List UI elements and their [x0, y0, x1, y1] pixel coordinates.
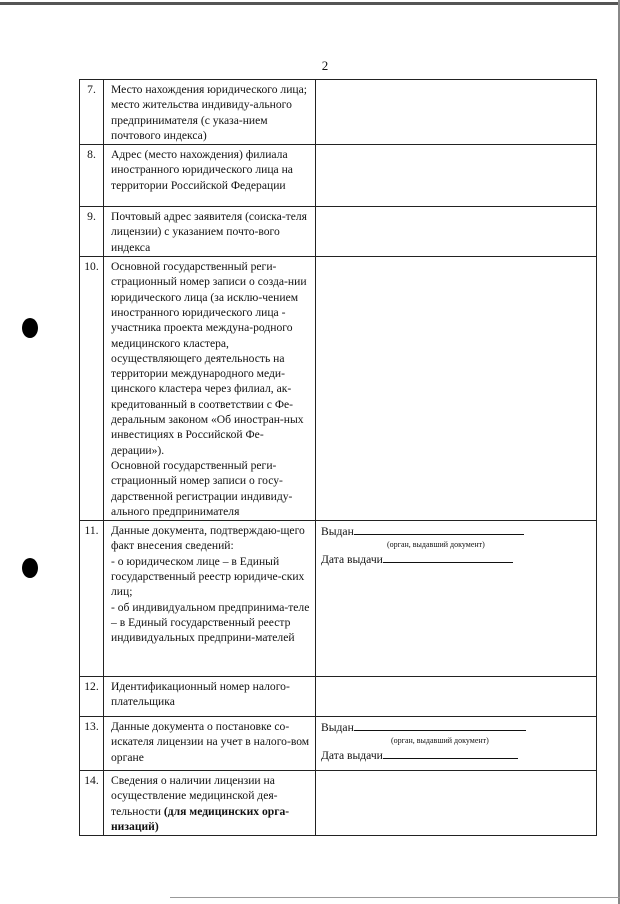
table-row [80, 257, 597, 521]
issued-by-field[interactable] [321, 719, 592, 735]
table-row [80, 717, 597, 771]
issued-by-field[interactable] [321, 523, 592, 539]
issued-by-label: Выдан [321, 525, 354, 539]
row-label-part: - об индивидуальном предпринима-теле – в Единый государственный реестр индивидуальных предприни-мателей [111, 600, 310, 645]
row-label [104, 257, 316, 521]
table-row [80, 677, 597, 717]
row-value-cell[interactable] [316, 207, 597, 257]
row-value-cell[interactable] [316, 257, 597, 521]
punch-hole [22, 558, 38, 578]
row-number: 7. [80, 80, 104, 145]
row-value-cell [316, 521, 597, 677]
row-number: 12. [80, 677, 104, 717]
table-row [80, 145, 597, 207]
punch-hole [22, 318, 38, 338]
row-label: Место нахождения юридического лица; место жительства индивиду-ального предпринимателя (с указа-нием почтового индекса) [104, 80, 316, 145]
page-number: 2 [321, 58, 329, 73]
row-label-part: - о юридическом лице – в Единый государственный реестр юридиче-ских лиц; [111, 554, 305, 599]
table-row [80, 771, 597, 836]
row-number: 10. [80, 257, 104, 521]
application-form-table [79, 79, 597, 836]
issuer-hint: (орган, выдавший документ) [391, 736, 489, 746]
issue-date-field[interactable] [321, 747, 592, 763]
issuer-hint: (орган, выдавший документ) [387, 540, 485, 550]
row-label [104, 521, 316, 677]
table-row [80, 521, 597, 677]
row-label-part: Данные документа, подтверждаю-щего факт внесения сведений: [111, 524, 305, 553]
row-number: 11. [80, 521, 104, 677]
scan-bottom-edge [170, 897, 620, 898]
issued-by-label: Выдан [321, 721, 354, 735]
issue-date-label: Дата выдачи [321, 749, 383, 763]
row-number: 14. [80, 771, 104, 836]
issued-by-blank[interactable] [354, 719, 526, 731]
table-row [80, 207, 597, 257]
table-row [80, 80, 597, 145]
issue-date-blank[interactable] [383, 747, 518, 759]
row-number: 9. [80, 207, 104, 257]
row-label: Почтовый адрес заявителя (соиска-теля лицензии) с указанием почто-вого индекса [104, 207, 316, 257]
row-label-part: Сведения о наличии лицензии на осуществление медицинской дея-тельности [111, 774, 278, 818]
row-label: Идентификационный номер налого-плательщика [104, 677, 316, 717]
row-label: Адрес (место нахождения) филиала иностранного юридического лица на территории Российской Федерации [104, 145, 316, 207]
row-value-cell[interactable] [316, 80, 597, 145]
row-label-part: Основной государственный реги-страционный номер записи о созда-нии юридического лица (за исклю-чением иностранного юридического лица - участника проекта междуна-родного медицинского кластера, осуществляющего деятельность на территории международного меди-цинского кластера через филиал, ак-кредитованный в соответствии с Фе-деральным законом «Об иностран-ных инвестициях в Российской Фе-дерации»). [111, 260, 307, 457]
scan-top-edge [0, 2, 620, 5]
issued-by-blank[interactable] [354, 523, 524, 535]
row-number: 13. [80, 717, 104, 771]
issue-date-field[interactable] [321, 551, 592, 567]
row-value-cell [316, 717, 597, 771]
row-label-emphasis: (для медицинских орга-низаций) [111, 804, 290, 834]
row-value-cell[interactable] [316, 771, 597, 836]
row-value-cell[interactable] [316, 145, 597, 207]
issue-date-label: Дата выдачи [321, 553, 383, 567]
row-number: 8. [80, 145, 104, 207]
row-label-part: Основной государственный реги-страционный номер записи о госу-дарственной регистрации индивиду-ального предпринимателя [111, 458, 293, 518]
row-label [104, 771, 316, 836]
row-value-cell[interactable] [316, 677, 597, 717]
issue-date-blank[interactable] [383, 551, 513, 563]
row-label: Данные документа о постановке со-искателя лицензии на учет в налого-вом органе [104, 717, 316, 771]
